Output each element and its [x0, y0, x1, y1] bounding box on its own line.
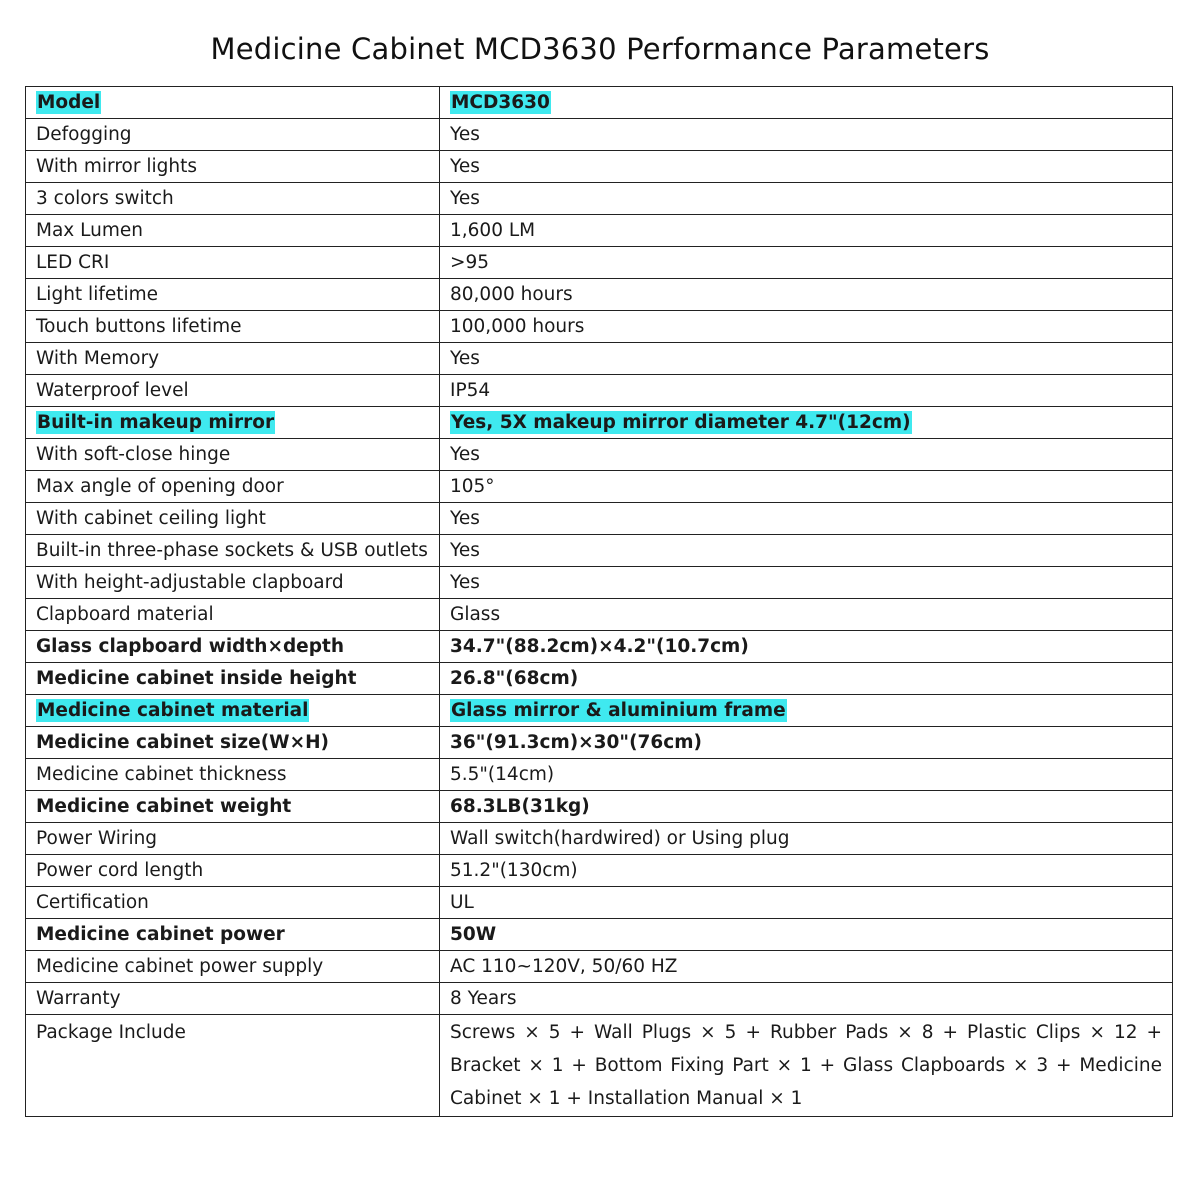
- row-label: Power cord length: [26, 855, 440, 887]
- table-row: [26, 343, 1173, 375]
- table-row: [26, 375, 1173, 407]
- row-value: 51.2"(130cm): [440, 855, 1173, 887]
- table-row: [26, 311, 1173, 343]
- row-label: Waterproof level: [26, 375, 440, 407]
- row-label: [26, 407, 440, 439]
- row-value: Glass: [440, 599, 1173, 631]
- row-label: Max angle of opening door: [26, 471, 440, 503]
- row-label: Medicine cabinet inside height: [26, 663, 440, 695]
- row-value: Yes: [440, 567, 1173, 599]
- row-value: 5.5"(14cm): [440, 759, 1173, 791]
- table-row: [26, 279, 1173, 311]
- highlight-label: Medicine cabinet material: [37, 700, 309, 721]
- highlight-label: Model: [37, 92, 101, 113]
- table-row: [26, 983, 1173, 1015]
- row-value: Yes: [440, 439, 1173, 471]
- row-label: Warranty: [26, 983, 440, 1015]
- table-row: [26, 215, 1173, 247]
- row-value: 8 Years: [440, 983, 1173, 1015]
- row-value: [440, 695, 1173, 727]
- table-row: [26, 631, 1173, 663]
- row-value: [440, 407, 1173, 439]
- row-label: With height-adjustable clapboard: [26, 567, 440, 599]
- row-value: 80,000 hours: [440, 279, 1173, 311]
- highlight-label: Built-in makeup mirror: [37, 412, 275, 433]
- table-row: [26, 663, 1173, 695]
- table-row: [26, 823, 1173, 855]
- row-value: 105°: [440, 471, 1173, 503]
- table-row: [26, 503, 1173, 535]
- row-label: 3 colors switch: [26, 183, 440, 215]
- row-value: Yes: [440, 503, 1173, 535]
- row-value: 68.3LB(31kg): [440, 791, 1173, 823]
- table-row-material: [26, 695, 1173, 727]
- row-label: Defogging: [26, 119, 440, 151]
- row-label: Medicine cabinet power: [26, 919, 440, 951]
- table-row: [26, 119, 1173, 151]
- table-row: [26, 535, 1173, 567]
- table-row-makeup-mirror: [26, 407, 1173, 439]
- row-label: With Memory: [26, 343, 440, 375]
- highlight-value: MCD3630: [451, 92, 550, 113]
- table-row-package: [26, 1015, 1173, 1117]
- row-label: With mirror lights: [26, 151, 440, 183]
- row-value: Yes: [440, 183, 1173, 215]
- table-row: [26, 727, 1173, 759]
- row-label: [26, 87, 440, 119]
- table-row-model: [26, 87, 1173, 119]
- row-label: Certification: [26, 887, 440, 919]
- row-value: >95: [440, 247, 1173, 279]
- highlight-value: Glass mirror & aluminium frame: [451, 700, 786, 721]
- row-value: Yes: [440, 119, 1173, 151]
- table-row: [26, 471, 1173, 503]
- table-row: [26, 439, 1173, 471]
- row-value: Wall switch(hardwired) or Using plug: [440, 823, 1173, 855]
- row-label: Package Include: [26, 1015, 440, 1117]
- highlight-value: Yes, 5X makeup mirror diameter 4.7"(12cm): [451, 412, 911, 433]
- row-value: Screws × 5 + Wall Plugs × 5 + Rubber Pads × 8 + Plastic Clips × 12 + Bracket × 1 + Bottom Fixing Part × 1 + Glass Clapboards × 3 + Medicine Cabinet × 1 + Installation Manual × 1: [440, 1015, 1173, 1117]
- table-row: [26, 599, 1173, 631]
- row-value: 100,000 hours: [440, 311, 1173, 343]
- table-row: [26, 759, 1173, 791]
- table-row: [26, 791, 1173, 823]
- row-label: [26, 695, 440, 727]
- row-label: Light lifetime: [26, 279, 440, 311]
- row-value: 1,600 LM: [440, 215, 1173, 247]
- spec-table: [25, 86, 1173, 1117]
- row-value: UL: [440, 887, 1173, 919]
- row-value: AC 110~120V, 50/60 HZ: [440, 951, 1173, 983]
- table-row: [26, 247, 1173, 279]
- row-value: Yes: [440, 535, 1173, 567]
- table-row: [26, 887, 1173, 919]
- row-value: 50W: [440, 919, 1173, 951]
- row-label: LED CRI: [26, 247, 440, 279]
- row-label: Max Lumen: [26, 215, 440, 247]
- table-row: [26, 919, 1173, 951]
- row-label: With cabinet ceiling light: [26, 503, 440, 535]
- row-label: With soft-close hinge: [26, 439, 440, 471]
- row-label: Medicine cabinet power supply: [26, 951, 440, 983]
- table-row: [26, 151, 1173, 183]
- row-value: Yes: [440, 343, 1173, 375]
- row-value: IP54: [440, 375, 1173, 407]
- row-value: Yes: [440, 151, 1173, 183]
- row-label: Medicine cabinet thickness: [26, 759, 440, 791]
- row-label: Touch buttons lifetime: [26, 311, 440, 343]
- row-label: Power Wiring: [26, 823, 440, 855]
- row-label: Glass clapboard width×depth: [26, 631, 440, 663]
- row-label: Medicine cabinet size(W×H): [26, 727, 440, 759]
- row-value: [440, 87, 1173, 119]
- row-value: 34.7"(88.2cm)×4.2"(10.7cm): [440, 631, 1173, 663]
- row-label: Built-in three-phase sockets & USB outlets: [26, 535, 440, 567]
- table-row: [26, 855, 1173, 887]
- table-row: [26, 567, 1173, 599]
- row-label: Clapboard material: [26, 599, 440, 631]
- row-label: Medicine cabinet weight: [26, 791, 440, 823]
- page-title: Medicine Cabinet MCD3630 Performance Parameters: [210, 32, 990, 66]
- row-value: 26.8"(68cm): [440, 663, 1173, 695]
- row-value: 36"(91.3cm)×30"(76cm): [440, 727, 1173, 759]
- table-row: [26, 951, 1173, 983]
- table-row: [26, 183, 1173, 215]
